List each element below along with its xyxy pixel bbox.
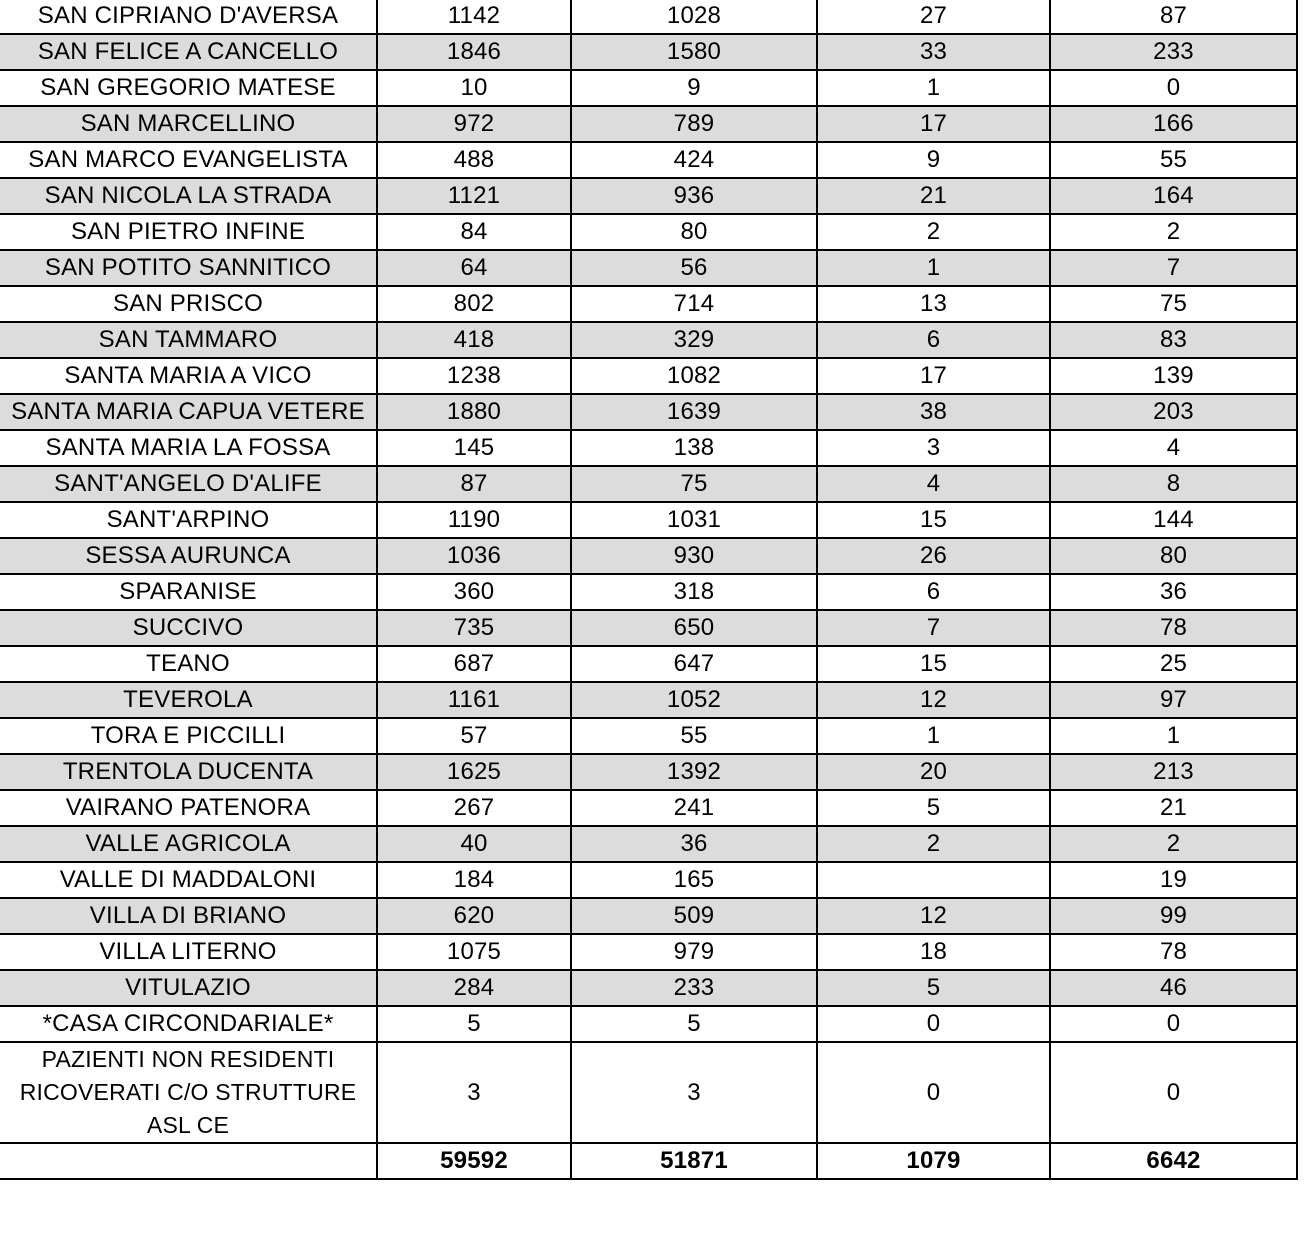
- row-col2: 138: [571, 430, 817, 466]
- row-col1: 360: [377, 574, 571, 610]
- row-name: SANT'ANGELO D'ALIFE: [0, 466, 377, 502]
- row-col1: 802: [377, 286, 571, 322]
- row-col2: 647: [571, 646, 817, 682]
- row-col1: 5: [377, 1006, 571, 1042]
- row-col3: [817, 862, 1050, 898]
- row-name: TEVEROLA: [0, 682, 377, 718]
- table-row: [0, 826, 1297, 862]
- row-col2: 1052: [571, 682, 817, 718]
- row-col3: 27: [817, 0, 1050, 34]
- table-row: [0, 682, 1297, 718]
- row-col2: 329: [571, 322, 817, 358]
- table-row: [0, 646, 1297, 682]
- row-col3: 5: [817, 790, 1050, 826]
- row-col2: 930: [571, 538, 817, 574]
- row-name: SAN GREGORIO MATESE: [0, 70, 377, 106]
- row-col2: 509: [571, 898, 817, 934]
- row-col3: 15: [817, 646, 1050, 682]
- row-col1: 418: [377, 322, 571, 358]
- row-col3: 1: [817, 70, 1050, 106]
- row-name: TRENTOLA DUCENTA: [0, 754, 377, 790]
- row-col4: 166: [1050, 106, 1297, 142]
- table-row: [0, 502, 1297, 538]
- row-name: SAN POTITO SANNITICO: [0, 250, 377, 286]
- row-name: VAIRANO PATENORA: [0, 790, 377, 826]
- row-name: SESSA AURUNCA: [0, 538, 377, 574]
- row-col4: 87: [1050, 0, 1297, 34]
- totals-label: [0, 1143, 377, 1179]
- row-col2: 55: [571, 718, 817, 754]
- total-col4: 6642: [1050, 1143, 1297, 1179]
- row-col3: 5: [817, 970, 1050, 1006]
- row-name: VALLE DI MADDALONI: [0, 862, 377, 898]
- table-row: [0, 250, 1297, 286]
- row-col3: 2: [817, 214, 1050, 250]
- table-row: [0, 0, 1297, 34]
- row-col3: 17: [817, 106, 1050, 142]
- row-col4: 25: [1050, 646, 1297, 682]
- row-col4: 0: [1050, 1006, 1297, 1042]
- row-col1: 687: [377, 646, 571, 682]
- row-col4: 203: [1050, 394, 1297, 430]
- row-col1: 87: [377, 466, 571, 502]
- row-col1: 84: [377, 214, 571, 250]
- row-col4: 8: [1050, 466, 1297, 502]
- row-name: SANTA MARIA CAPUA VETERE: [0, 394, 377, 430]
- row-name: TEANO: [0, 646, 377, 682]
- row-col2: 1580: [571, 34, 817, 70]
- table-row: [0, 970, 1297, 1006]
- row-col3: 38: [817, 394, 1050, 430]
- table-row: [0, 754, 1297, 790]
- row-col4: 2: [1050, 826, 1297, 862]
- row-col3: 18: [817, 934, 1050, 970]
- row-col1: 735: [377, 610, 571, 646]
- row-name: SUCCIVO: [0, 610, 377, 646]
- row-col1: 57: [377, 718, 571, 754]
- row-col2: 241: [571, 790, 817, 826]
- totals-row: [0, 1143, 1297, 1179]
- table-row: [0, 178, 1297, 214]
- row-col2: 424: [571, 142, 817, 178]
- row-col3: 33: [817, 34, 1050, 70]
- row-name: VITULAZIO: [0, 970, 377, 1006]
- row-name: VALLE AGRICOLA: [0, 826, 377, 862]
- row-col1: 10: [377, 70, 571, 106]
- row-name: SPARANISE: [0, 574, 377, 610]
- table-row: [0, 718, 1297, 754]
- row-col4: 4: [1050, 430, 1297, 466]
- extra-row-name: PAZIENTI NON RESIDENTI RICOVERATI C/O STRUTTURE ASL CE: [0, 1042, 377, 1143]
- row-col3: 6: [817, 574, 1050, 610]
- row-col3: 12: [817, 898, 1050, 934]
- row-col4: 75: [1050, 286, 1297, 322]
- row-col1: 1880: [377, 394, 571, 430]
- row-col1: 1161: [377, 682, 571, 718]
- row-col4: 83: [1050, 322, 1297, 358]
- row-col2: 233: [571, 970, 817, 1006]
- row-col1: 1142: [377, 0, 571, 34]
- row-col2: 789: [571, 106, 817, 142]
- row-col2: 979: [571, 934, 817, 970]
- row-col1: 1238: [377, 358, 571, 394]
- row-col2: 936: [571, 178, 817, 214]
- extra-row: [0, 1042, 1297, 1143]
- row-col4: 233: [1050, 34, 1297, 70]
- row-col4: 0: [1050, 70, 1297, 106]
- row-col3: 17: [817, 358, 1050, 394]
- row-col2: 75: [571, 466, 817, 502]
- row-col3: 15: [817, 502, 1050, 538]
- row-col4: 46: [1050, 970, 1297, 1006]
- row-col3: 1: [817, 250, 1050, 286]
- row-name: TORA E PICCILLI: [0, 718, 377, 754]
- extra-row-col3: 0: [817, 1042, 1050, 1143]
- row-col2: 1031: [571, 502, 817, 538]
- row-col2: 80: [571, 214, 817, 250]
- table-row: [0, 898, 1297, 934]
- row-name: SAN PRISCO: [0, 286, 377, 322]
- row-col4: 7: [1050, 250, 1297, 286]
- row-col2: 714: [571, 286, 817, 322]
- row-col4: 78: [1050, 610, 1297, 646]
- row-col1: 1121: [377, 178, 571, 214]
- row-col1: 972: [377, 106, 571, 142]
- row-col4: 19: [1050, 862, 1297, 898]
- table-row: [0, 394, 1297, 430]
- table-row: [0, 34, 1297, 70]
- row-name: SAN PIETRO INFINE: [0, 214, 377, 250]
- row-col4: 80: [1050, 538, 1297, 574]
- row-name: *CASA CIRCONDARIALE*: [0, 1006, 377, 1042]
- total-col3: 1079: [817, 1143, 1050, 1179]
- table-row: [0, 286, 1297, 322]
- row-col3: 13: [817, 286, 1050, 322]
- row-col3: 26: [817, 538, 1050, 574]
- row-name: SAN TAMMARO: [0, 322, 377, 358]
- row-col4: 144: [1050, 502, 1297, 538]
- row-col3: 4: [817, 466, 1050, 502]
- table-row: [0, 142, 1297, 178]
- row-col3: 21: [817, 178, 1050, 214]
- row-col2: 1392: [571, 754, 817, 790]
- row-col2: 5: [571, 1006, 817, 1042]
- row-col3: 3: [817, 430, 1050, 466]
- row-col1: 488: [377, 142, 571, 178]
- row-col2: 318: [571, 574, 817, 610]
- row-col3: 9: [817, 142, 1050, 178]
- row-name: SAN NICOLA LA STRADA: [0, 178, 377, 214]
- row-col1: 1036: [377, 538, 571, 574]
- row-col3: 6: [817, 322, 1050, 358]
- row-col1: 284: [377, 970, 571, 1006]
- row-col1: 267: [377, 790, 571, 826]
- extra-row-col4: 0: [1050, 1042, 1297, 1143]
- row-col3: 7: [817, 610, 1050, 646]
- row-name: SAN MARCO EVANGELISTA: [0, 142, 377, 178]
- row-name: SANTA MARIA A VICO: [0, 358, 377, 394]
- row-col2: 56: [571, 250, 817, 286]
- row-col1: 184: [377, 862, 571, 898]
- row-col2: 1639: [571, 394, 817, 430]
- extra-row-col1: 3: [377, 1042, 571, 1143]
- row-col3: 1: [817, 718, 1050, 754]
- table-row: [0, 1006, 1297, 1042]
- row-col2: 165: [571, 862, 817, 898]
- row-col3: 2: [817, 826, 1050, 862]
- row-col1: 620: [377, 898, 571, 934]
- row-col4: 139: [1050, 358, 1297, 394]
- table-row: [0, 430, 1297, 466]
- row-col3: 20: [817, 754, 1050, 790]
- table-row: [0, 106, 1297, 142]
- row-col4: 164: [1050, 178, 1297, 214]
- table-row: [0, 358, 1297, 394]
- row-col2: 650: [571, 610, 817, 646]
- row-col1: 1190: [377, 502, 571, 538]
- table-row: [0, 538, 1297, 574]
- row-col1: 1846: [377, 34, 571, 70]
- row-col1: 40: [377, 826, 571, 862]
- row-col4: 55: [1050, 142, 1297, 178]
- row-name: SAN FELICE A CANCELLO: [0, 34, 377, 70]
- table-row: [0, 610, 1297, 646]
- row-col1: 64: [377, 250, 571, 286]
- table-row: [0, 790, 1297, 826]
- table-row: [0, 322, 1297, 358]
- row-col3: 0: [817, 1006, 1050, 1042]
- row-name: SAN MARCELLINO: [0, 106, 377, 142]
- row-col4: 36: [1050, 574, 1297, 610]
- row-col2: 1082: [571, 358, 817, 394]
- row-col4: 97: [1050, 682, 1297, 718]
- extra-row-col2: 3: [571, 1042, 817, 1143]
- row-col4: 2: [1050, 214, 1297, 250]
- table-row: [0, 214, 1297, 250]
- row-col2: 1028: [571, 0, 817, 34]
- total-col1: 59592: [377, 1143, 571, 1179]
- total-col2: 51871: [571, 1143, 817, 1179]
- table-row: [0, 574, 1297, 610]
- row-col4: 1: [1050, 718, 1297, 754]
- table-row: [0, 862, 1297, 898]
- row-col1: 1075: [377, 934, 571, 970]
- row-name: VILLA DI BRIANO: [0, 898, 377, 934]
- row-name: SANT'ARPINO: [0, 502, 377, 538]
- row-col4: 78: [1050, 934, 1297, 970]
- row-name: SAN CIPRIANO D'AVERSA: [0, 0, 377, 34]
- row-col3: 12: [817, 682, 1050, 718]
- table-row: [0, 70, 1297, 106]
- row-col4: 99: [1050, 898, 1297, 934]
- table-row: [0, 466, 1297, 502]
- row-name: SANTA MARIA LA FOSSA: [0, 430, 377, 466]
- row-col2: 36: [571, 826, 817, 862]
- row-col2: 9: [571, 70, 817, 106]
- row-col1: 1625: [377, 754, 571, 790]
- row-col1: 145: [377, 430, 571, 466]
- row-name: VILLA LITERNO: [0, 934, 377, 970]
- row-col4: 21: [1050, 790, 1297, 826]
- row-col4: 213: [1050, 754, 1297, 790]
- table-row: [0, 934, 1297, 970]
